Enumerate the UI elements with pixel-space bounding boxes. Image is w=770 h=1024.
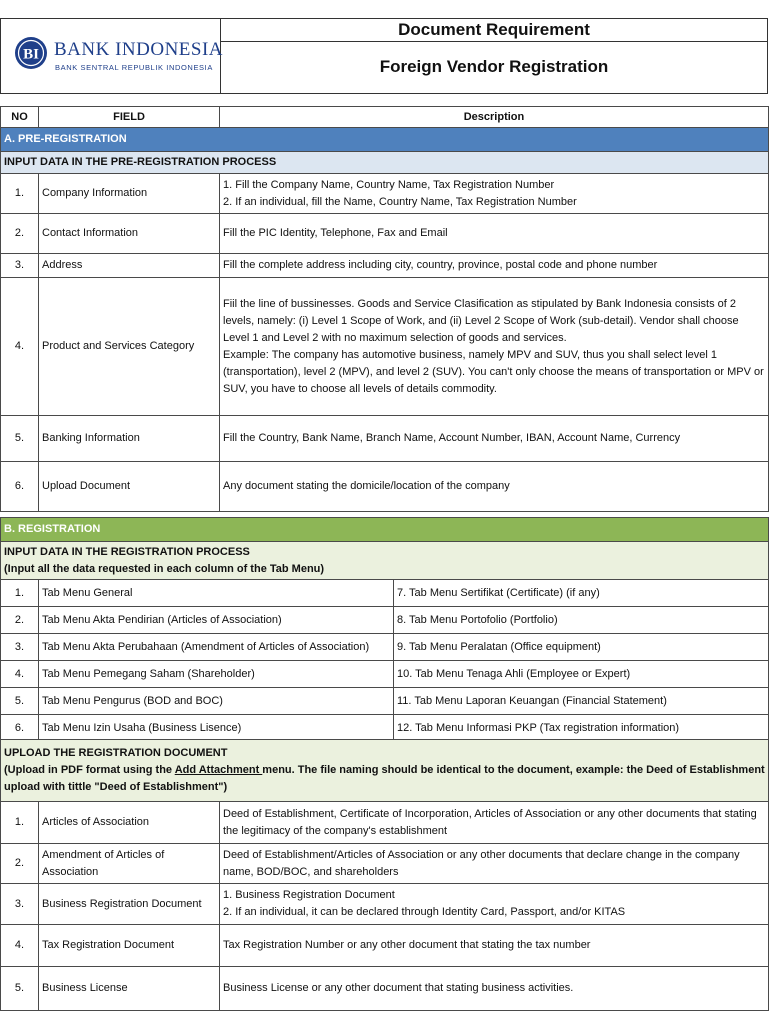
row-no: 4.: [1, 278, 39, 416]
col-header-description: Description: [220, 107, 769, 128]
table-row: [1, 214, 769, 254]
table-row: [1, 580, 769, 607]
row-description: Fill the PIC Identity, Telephone, Fax and Email: [220, 214, 769, 254]
table-row: [1, 967, 769, 1011]
row-field: Articles of Association: [39, 802, 220, 844]
section-b-title: B. REGISTRATION: [1, 518, 769, 542]
tab-menu-right: 10. Tab Menu Tenaga Ahli (Employee or Expert): [394, 661, 769, 688]
row-no: 4.: [1, 661, 39, 688]
upload-section-header: [1, 740, 769, 802]
row-field: Business Registration Document: [39, 884, 220, 925]
row-field: Tax Registration Document: [39, 925, 220, 967]
table-row: [1, 661, 769, 688]
row-description: Fill the Country, Bank Name, Branch Name, Account Number, IBAN, Account Name, Currency: [220, 416, 769, 462]
page-title: Document Requirement: [221, 19, 767, 42]
row-no: 2.: [1, 214, 39, 254]
row-description: Deed of Establishment, Certificate of Incorporation, Articles of Association or any other documents that stating the legitimacy of the company's establishment: [220, 802, 769, 844]
table-row: [1, 925, 769, 967]
table-row: [1, 254, 769, 278]
row-field: Address: [39, 254, 220, 278]
row-no: 1.: [1, 802, 39, 844]
tab-menu-right: 7. Tab Menu Sertifikat (Certificate) (if any): [394, 580, 769, 607]
row-description: Tax Registration Number or any other document that stating the tax number: [220, 925, 769, 967]
row-description: Fiil the line of bussinesses. Goods and Service Clasification as stipulated by Bank Indonesia consists of 2 levels, namely: (i) Level 1 Scope of Work, and (ii) Level 2 Scope of Work (sub-detail). Vendor shall choose Level 1 and Level 2 with no maximum selection of goods and services. Example: The company has automotive business, namely MPV and SUV, thus you shall select level 1 (transportation), level 2 (MPV), and level 2 (SUV). You can't only choose the means of transportation or MPV or SUV, you have to choose all levels of details commodity.: [220, 278, 769, 416]
table-row: [1, 278, 769, 416]
add-attachment-link: Add Attachment: [174, 764, 263, 776]
bank-seal-icon: [14, 36, 48, 70]
row-field: Upload Document: [39, 462, 220, 512]
row-no: 3.: [1, 634, 39, 661]
table-row: [1, 462, 769, 512]
table-row: [1, 715, 769, 742]
row-no: 2.: [1, 844, 39, 884]
row-field: Product and Services Category: [39, 278, 220, 416]
bank-logo-name: BANK INDONESIA: [54, 39, 224, 60]
svg-text:BI: BI: [23, 46, 39, 63]
tab-menu-right: 11. Tab Menu Laporan Keuangan (Financial Statement): [394, 688, 769, 715]
table-row: [1, 634, 769, 661]
row-description: Any document stating the domicile/location of the company: [220, 462, 769, 512]
section-b-subtitle: INPUT DATA IN THE REGISTRATION PROCESS (Input all the data requested in each column of the Tab Menu): [1, 542, 769, 580]
row-no: 4.: [1, 925, 39, 967]
table-row: [1, 844, 769, 884]
row-description: Deed of Establishment/Articles of Association or any other documents that declare change in the company name, BOD/BOC, and shareholders: [220, 844, 769, 884]
tab-menu-left: Tab Menu Akta Pendirian (Articles of Association): [39, 607, 394, 634]
row-no: 1.: [1, 174, 39, 214]
bank-logo-subtitle: BANK SENTRAL REPUBLIK INDONESIA: [55, 63, 213, 72]
row-description: 1. Business Registration Document 2. If an individual, it can be declared through Identity Card, Passport, and/or KITAS: [220, 884, 769, 925]
row-no: 5.: [1, 688, 39, 715]
row-no: 1.: [1, 580, 39, 607]
upload-document-table: [0, 739, 769, 1011]
tab-menu-left: Tab Menu Akta Perubahaan (Amendment of Articles of Association): [39, 634, 394, 661]
tab-menu-left: Tab Menu Pemegang Saham (Shareholder): [39, 661, 394, 688]
row-description: Business License or any other document that stating business activities.: [220, 967, 769, 1011]
col-header-no: NO: [1, 107, 39, 128]
table-row: [1, 607, 769, 634]
row-field: Contact Information: [39, 214, 220, 254]
bank-logo: [1, 19, 224, 93]
tab-menu-right: 9. Tab Menu Peralatan (Office equipment): [394, 634, 769, 661]
table-row: [1, 416, 769, 462]
row-field: Company Information: [39, 174, 220, 214]
table-row: [1, 688, 769, 715]
upload-section-note: (Upload in PDF format using the Add Attachment menu. The file naming should be identical to the document, example: the Deed of Establishment upload with tittle "Deed of Establishment"): [4, 764, 765, 793]
tab-menu-left: Tab Menu Izin Usaha (Business Lisence): [39, 715, 394, 742]
row-description: 1. Fill the Company Name, Country Name, Tax Registration Number 2. If an individual, fill the Name, Country Name, Tax Registration Number: [220, 174, 769, 214]
pre-registration-table: [0, 106, 769, 512]
page-subtitle: Foreign Vendor Registration: [379, 57, 609, 76]
row-no: 5.: [1, 967, 39, 1011]
table-row: [1, 884, 769, 925]
upload-section-title: UPLOAD THE REGISTRATION DOCUMENT: [4, 747, 228, 759]
column-header-row: [1, 107, 769, 128]
tab-menu-left: Tab Menu General: [39, 580, 394, 607]
row-field: Amendment of Articles of Association: [39, 844, 220, 884]
row-no: 6.: [1, 715, 39, 742]
document-header: [0, 18, 768, 94]
row-field: Banking Information: [39, 416, 220, 462]
registration-table: [0, 517, 769, 742]
tab-menu-right: 12. Tab Menu Informasi PKP (Tax registration information): [394, 715, 769, 742]
row-field: Business License: [39, 967, 220, 1011]
row-no: 2.: [1, 607, 39, 634]
row-no: 3.: [1, 254, 39, 278]
row-no: 3.: [1, 884, 39, 925]
table-row: [1, 174, 769, 214]
row-no: 6.: [1, 462, 39, 512]
section-a-title: A. PRE-REGISTRATION: [1, 128, 769, 152]
col-header-field: FIELD: [39, 107, 220, 128]
row-description: Fill the complete address including city, country, province, postal code and phone number: [220, 254, 769, 278]
row-no: 5.: [1, 416, 39, 462]
tab-menu-left: Tab Menu Pengurus (BOD and BOC): [39, 688, 394, 715]
tab-menu-right: 8. Tab Menu Portofolio (Portfolio): [394, 607, 769, 634]
table-row: [1, 802, 769, 844]
section-a-subtitle: INPUT DATA IN THE PRE-REGISTRATION PROCESS: [1, 152, 769, 174]
